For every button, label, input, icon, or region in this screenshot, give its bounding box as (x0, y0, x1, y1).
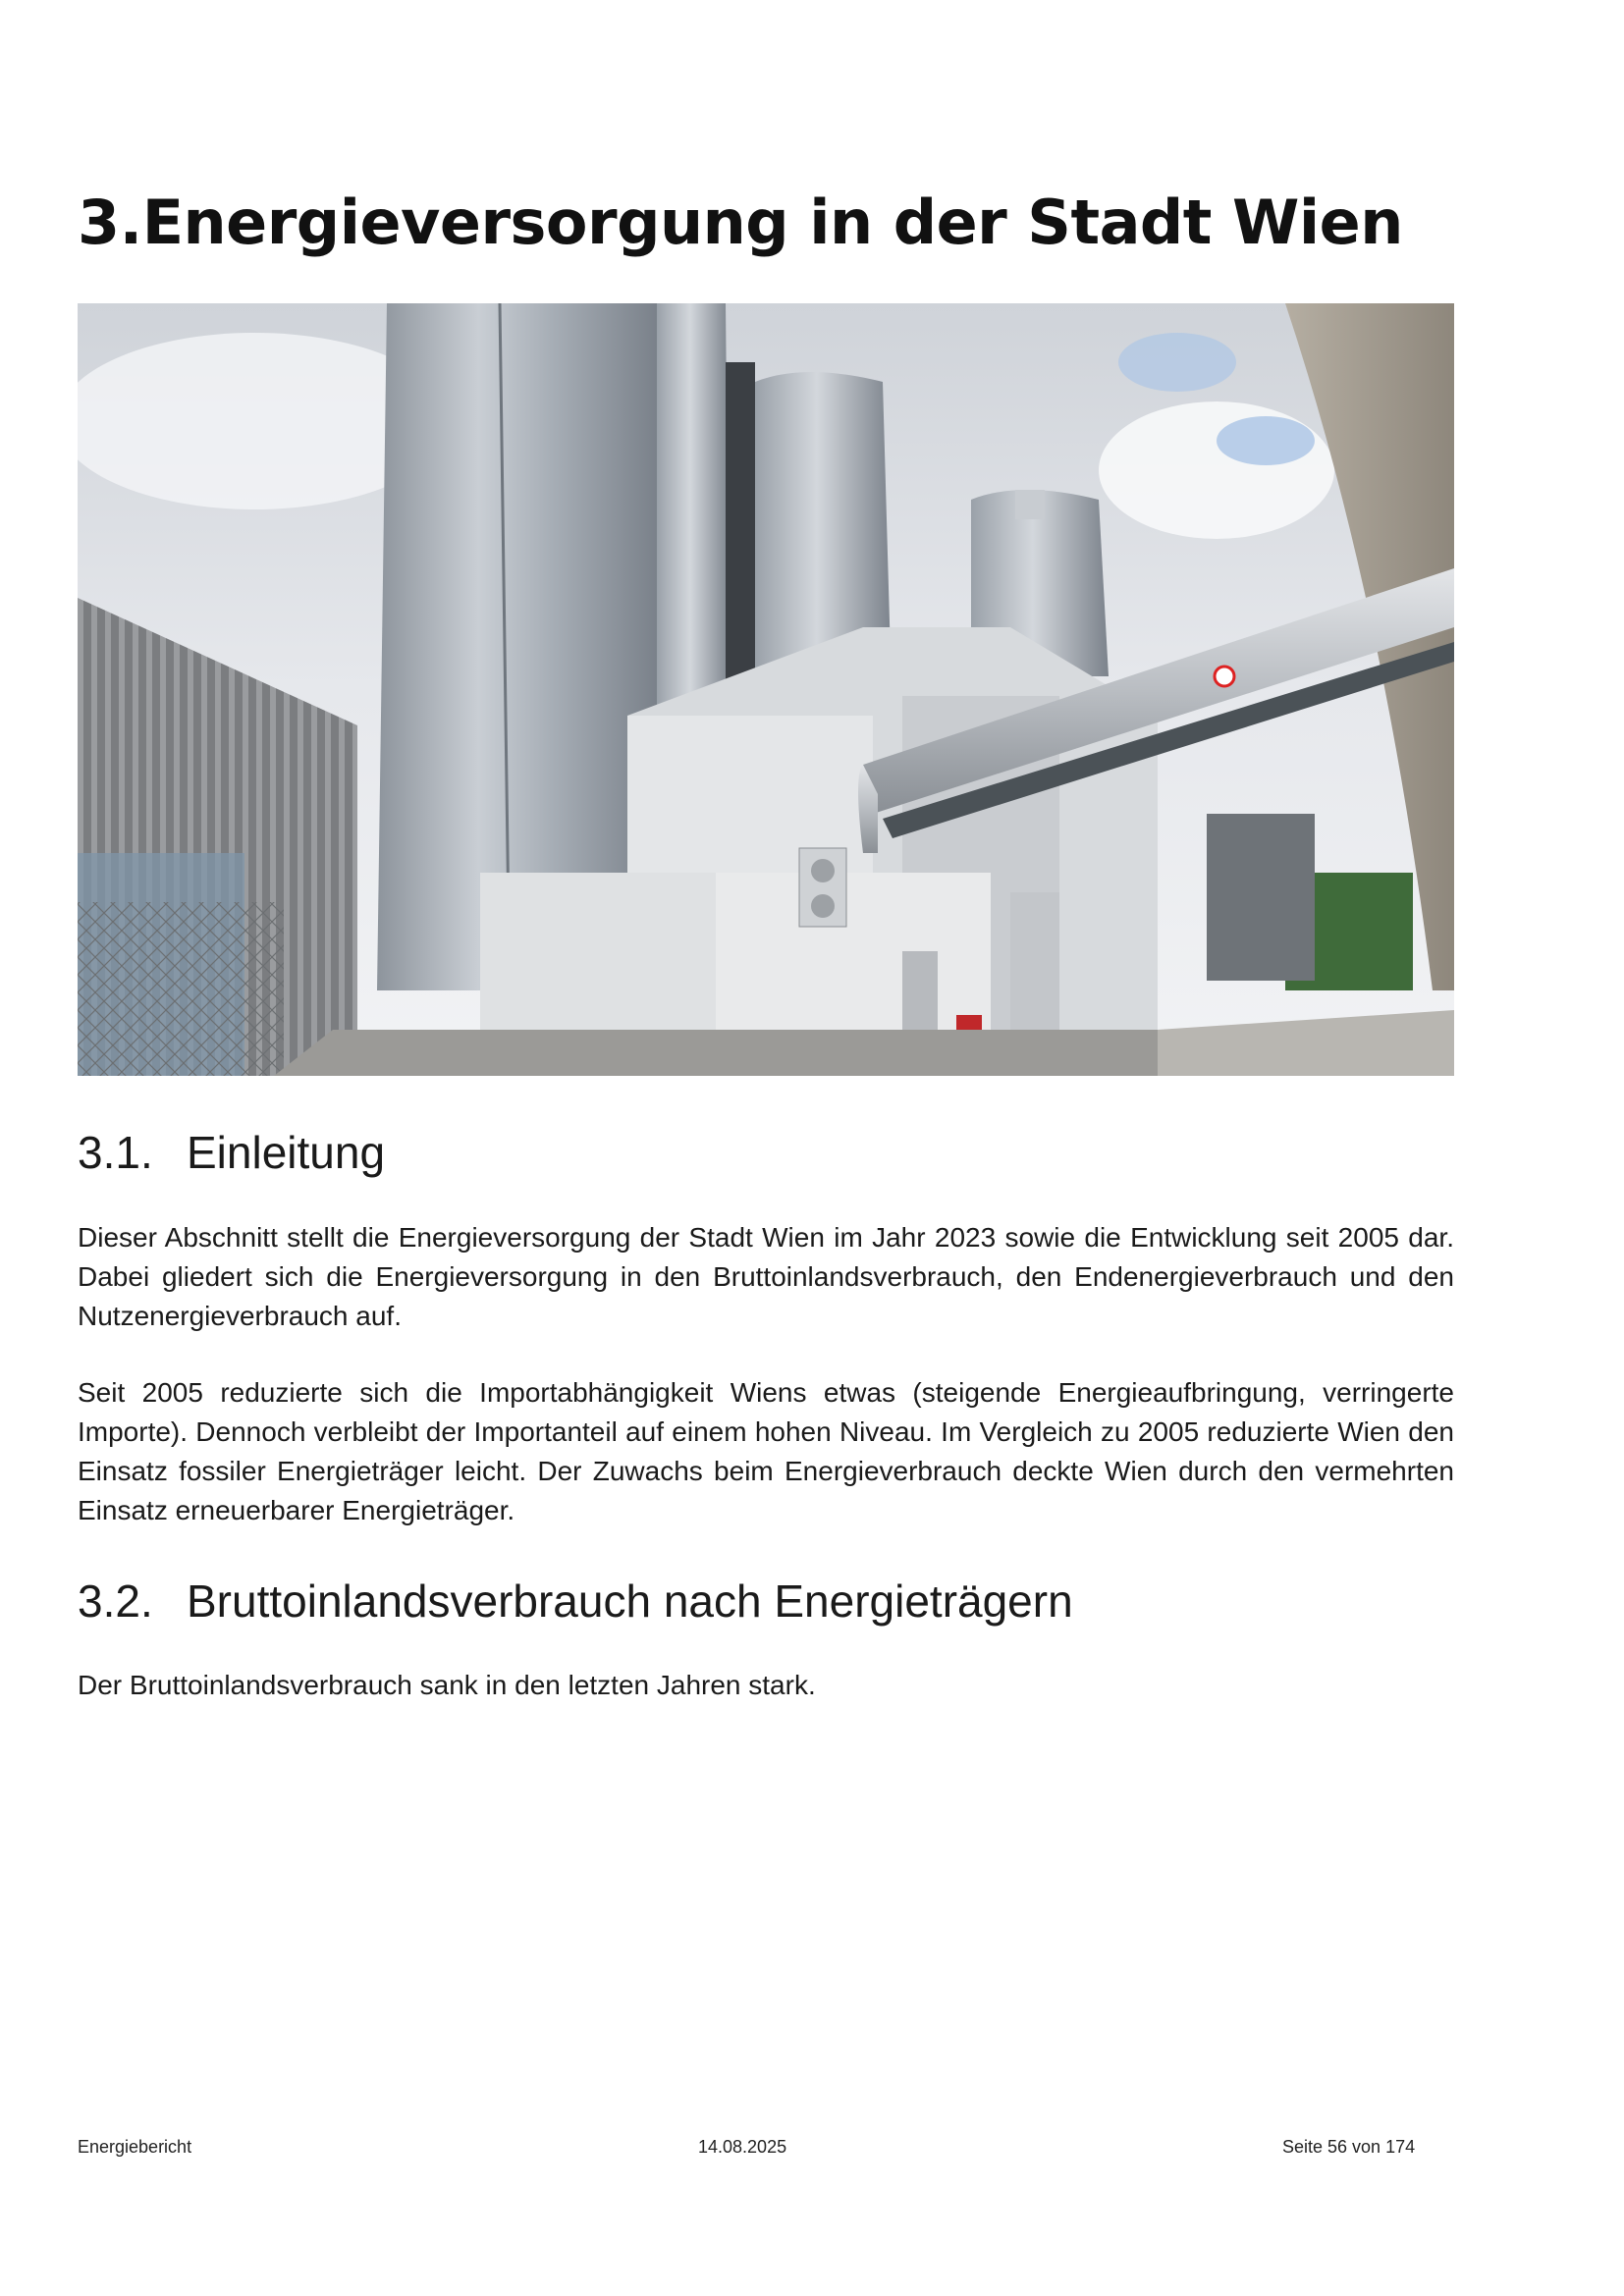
paragraph: Der Bruttoinlandsverbrauch sank in den letzten Jahren stark. (78, 1670, 816, 1700)
power-plant-photo (78, 303, 1454, 1076)
section-title: Einleitung (187, 1127, 386, 1178)
footer-date: 14.08.2025 (698, 2137, 787, 2157)
paragraph: Seit 2005 reduzierte sich die Importabhängigkeit Wiens etwas (steigende Energieaufbringung, verringerte Importe). Dennoch verbleibt der Importanteil auf einem hohen Niveau. Im Vergleich zu 2005 reduzierte Wien den Einsatz fossiler Energieträger leicht. Der Zuwachs beim Energieverbrauch deckte Wien durch den vermehrten Einsatz erneuerbarer Energieträger. (78, 1377, 1454, 1525)
section-number: 3.2. (78, 1575, 153, 1627)
footer-document-name: Energiebericht (78, 2137, 192, 2157)
section-heading-bruttoinlandsverbrauch (78, 1572, 1073, 1630)
page-title: 3.Energieversorgung in der Stadt Wien (78, 187, 1403, 258)
paragraph: Dieser Abschnitt stellt die Energieversorgung der Stadt Wien im Jahr 2023 sowie die Entwicklung seit 2005 dar. Dabei gliedert sich die Energieversorgung in den Bruttoinlandsverbrauch, den Endenergieverbrauch und den Nutzenergieverbrauch auf. (78, 1222, 1454, 1331)
section-title: Bruttoinlandsverbrauch nach Energieträgern (187, 1575, 1073, 1627)
footer-page-number: Seite 56 von 174 (1282, 2137, 1416, 2157)
section-number: 3.1. (78, 1127, 153, 1178)
section-heading-einleitung (78, 1123, 385, 1182)
